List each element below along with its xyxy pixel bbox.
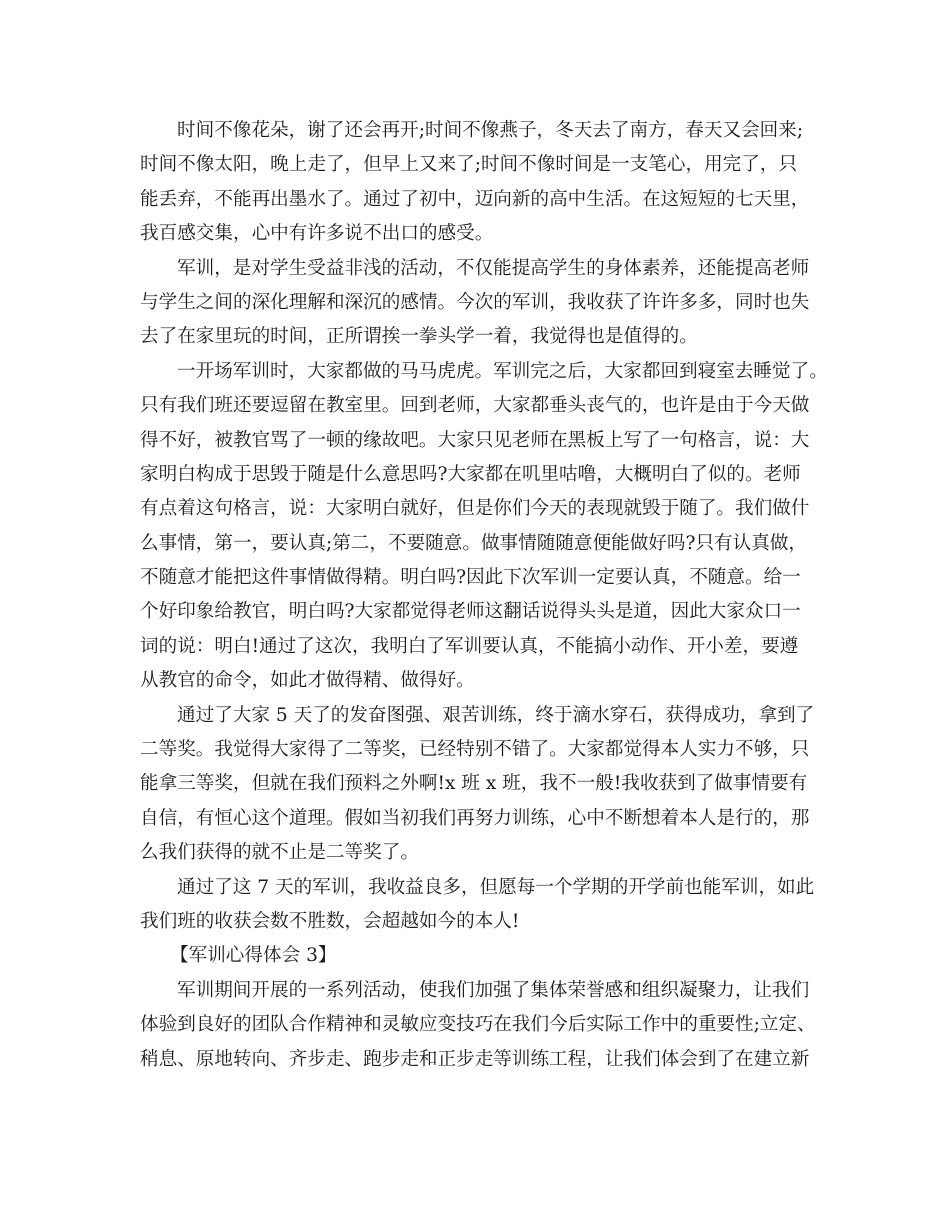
text-line: 时间不像花朵，谢了还会再开;时间不像燕子，冬天去了南方，春天又会回来;	[177, 120, 804, 141]
text-line: 个好印象给教官，明白吗?大家都觉得老师这翻话说得头头是道，因此大家众口一	[140, 601, 801, 623]
text-line: 军训，是对学生受益非浅的活动，不仅能提高学生的身体素养，还能提高老师	[177, 257, 810, 279]
text-line: 不随意才能把这件事情做得精。明白吗?因此下次军训一定要认真，不随意。给一	[140, 567, 801, 589]
text-line: 二等奖。我觉得大家得了二等奖，已经特别不错了。大家都觉得本人实力不够，只	[140, 739, 810, 761]
text-line: 稍息、原地转向、齐步走、跑步走和正步走等训练工程，让我们体会到了在建立新	[140, 1048, 810, 1070]
text-line: 体验到良好的团队合作精神和灵敏应变技巧在我们今后实际工作中的重要性;立定、	[140, 1014, 816, 1036]
document-page	[140, 114, 828, 1077]
text-line: 有点着这句格言，说：大家明白就好，但是你们今天的表现就毁于随了。我们做什	[140, 498, 810, 520]
text-line: 去了在家里玩的时间，正所谓挨一拳头学一着，我觉得也是值得的。	[140, 326, 698, 348]
text-line: 从教官的命令，如此才做得精、做得好。	[140, 670, 475, 692]
text-line: 一开场军训时，大家都做的马马虎虎。军训完之后，大家都回到寝室去睡觉了。	[177, 360, 828, 382]
text-line: 么我们获得的就不止是二等奖了。	[140, 842, 419, 864]
text-line: 军训期间开展的一系列活动，使我们加强了集体荣誉感和组织凝聚力，让我们	[177, 979, 810, 1001]
text-line: 我百感交集，心中有许多说不出口的感受。	[140, 223, 494, 245]
text-line: 只有我们班还要逗留在教室里。回到老师，大家都垂头丧气的，也许是由于今天做	[140, 395, 810, 417]
text-line: 通过了大家 5 天了的发奋图强、艰苦训练，终于滴水穿石，获得成功，拿到了	[177, 704, 815, 726]
text-line: 自信，有恒心这个道理。假如当初我们再努力训练，心中不断想着本人是行的，那	[140, 807, 810, 829]
text-line: 与学生之间的深化理解和深沉的感情。今次的军训，我收获了许许多多，同时也失	[140, 291, 810, 313]
text-line: 时间不像太阳，晚上走了，但早上又来了;时间不像时间是一支笔心，用完了，只	[140, 154, 798, 176]
text-line: 么事情，第一，要认真;第二，不要随意。做事情随随意便能做好吗?只有认真做，	[140, 532, 808, 554]
text-line: 通过了这 7 天的军训，我收益良多，但愿每一个学期的开学前也能军训，如此	[177, 876, 815, 898]
text-line: 家明白构成于思毁于随是什么意思吗?大家都在叽里咕噜，大概明白了似的。老师	[140, 463, 801, 485]
section-heading: 【军训心得体会 3】	[170, 945, 337, 967]
text-line: 能丢弃，不能再出墨水了。通过了初中，迈向新的高中生活。在这短短的七天里，	[140, 188, 810, 210]
text-line: 词的说：明白!通过了这次，我明白了军训要认真，不能搞小动作、开小差，要遵	[140, 635, 799, 657]
text-line: 我们班的收获会数不胜数，会超越如今的本人!	[140, 910, 520, 932]
text-line: 能拿三等奖，但就在我们预料之外啊!x 班 x 班，我不一般!我收获到了做事情要有	[140, 773, 808, 795]
text-line: 得不好，被教官骂了一顿的缘故吧。大家只见老师在黑板上写了一句格言，说：大	[140, 429, 810, 451]
